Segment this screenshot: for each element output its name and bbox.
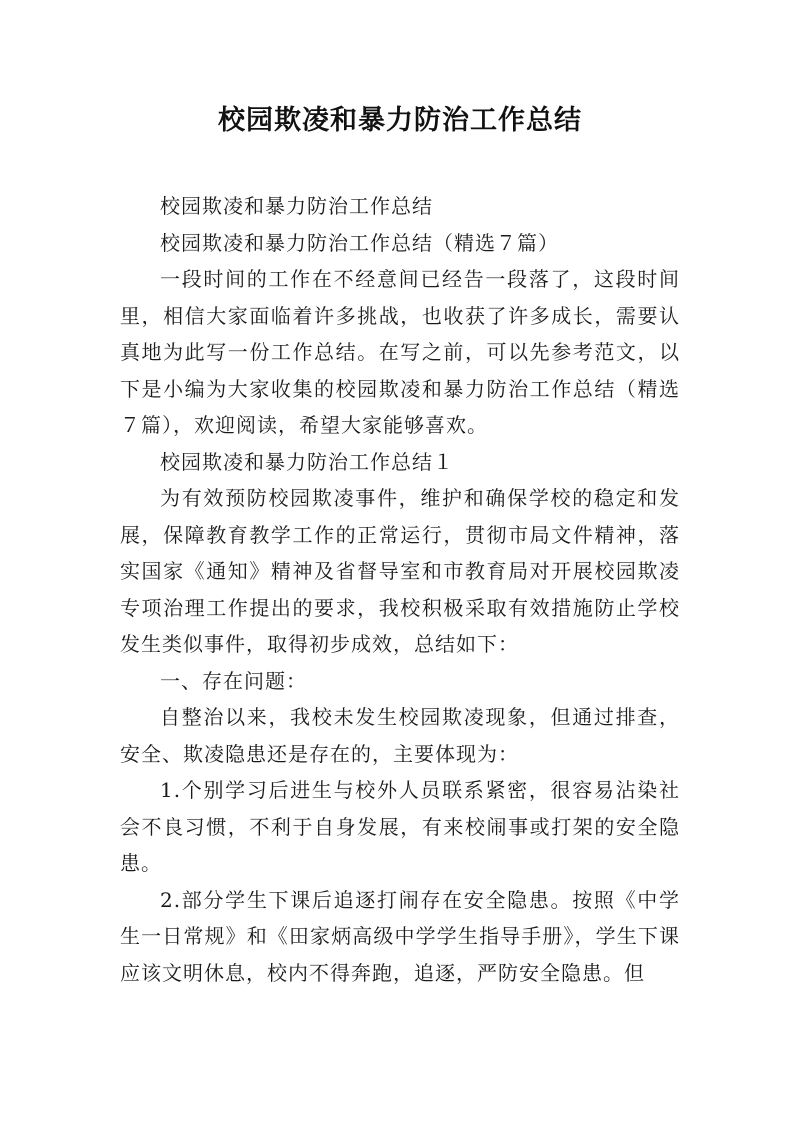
section-heading-1: 校园欺凌和暴力防治工作总结１ [160,449,454,474]
document-body [120,188,680,991]
paragraph-intro: 一段时间的工作在不经意间已经告一段落了，这段时间里，相信大家面临着许多挑战，也收获了许多成长，需要认真地为此写一份工作总结。在写之前，可以先参考范文，以下是小编为大家收集的校园欺凌和暴力防治工作总结（精选７篇），欢迎阅读，希望大家能够喜欢。 [120,267,680,437]
paragraph-section-1: 为有效预防校园欺凌事件，维护和确保学校的稳定和发展，保障教育教学工作的正常运行，贯彻市局文件精神，落实国家《通知》精神及省督导室和市教育局对开展校园欺凌专项治理工作提出的要求，我校积极采取有效措施防止学校发生类似事件，取得初步成效，总结如下： [120,486,680,656]
list-item-2: 2.部分学生下课后追逐打闹存在安全隐患。按照《中学生一日常规》和《田家炳高级中学学生指导手册》，学生下课应该文明休息，校内不得奔跑，追逐，严防安全隐患。但 [120,887,680,985]
paragraph-subtitle: 校园欺凌和暴力防治工作总结 [160,194,433,218]
heading-problems: 一、存在问题： [160,668,307,693]
paragraph-problems: 自整治以来，我校未发生校园欺凌现象，但通过排查，安全、欺凌隐患还是存在的，主要体现为： [120,705,680,766]
document-title: 校园欺凌和暴力防治工作总结 [218,105,582,136]
list-item-1: 1.个别学习后进生与校外人员联系紧密，很容易沾染社会不良习惯，不利于自身发展，有来校闹事或打架的安全隐患。 [120,778,680,875]
paragraph-subtitle-selected: 校园欺凌和暴力防治工作总结（精选７篇） [160,230,559,255]
